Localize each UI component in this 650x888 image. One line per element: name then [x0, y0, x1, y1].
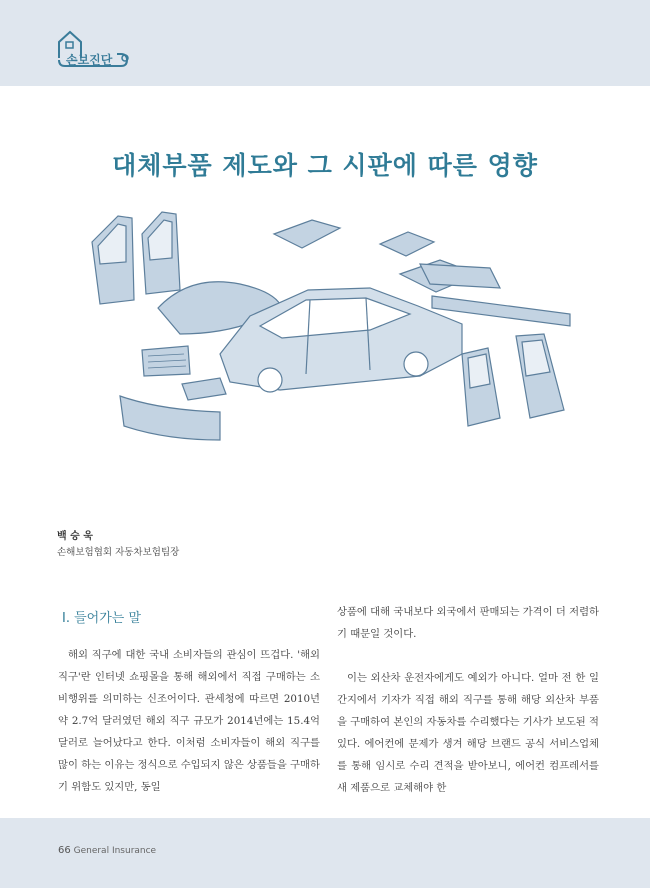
trunk-part [420, 264, 500, 288]
rear-glass-part [380, 232, 434, 256]
body-column-left [58, 644, 320, 798]
author-affiliation: 손해보험협회 자동차보험팀장 [57, 547, 180, 558]
car-parts-illustration [70, 204, 580, 452]
page-footer [58, 845, 156, 856]
paragraph: 해외 직구에 대한 국내 소비자들의 관심이 뜨겁다. '해외 직구'란 인터넷 쇼핑몰을 통해 해외에서 직접 구매하는 소비행위를 의미하는 신조어이다. 관세청에 따르면 2010년 약 2.7억 달러였던 해외 직구 규모가 2014년에는 15.4억 달러로 늘어났다고 한다. 이처럼 소비자들이 해외 직구를 많이 하는 이유는 정식으로 수입되지 않은 상품들을 구매하기 위함도 있지만, 동일 [58, 649, 320, 793]
paragraph: 상품에 대해 국내보다 외국에서 판매되는 가격이 더 저렴하기 때문일 것이다. [337, 606, 599, 640]
headlight-part [182, 378, 226, 400]
article-title: 대체부품 제도와 그 시판에 따른 영향 [112, 151, 538, 180]
publication-name: General Insurance [73, 846, 157, 856]
bumper-part [120, 396, 220, 440]
section-badge: 손보진단 [66, 53, 113, 67]
page-number: 66 [58, 845, 71, 856]
body-column-right [337, 601, 599, 799]
section-heading: Ⅰ. 들어가는 말 [62, 611, 142, 626]
windshield-part [274, 220, 340, 248]
author-name: 백 승 욱 [57, 531, 93, 542]
paragraph: 이는 외산차 운전자에게도 예외가 아니다. 얼마 전 한 일간지에서 기자가 직접 해외 직구를 통해 해당 외산차 부품을 구매하여 본인의 자동차를 수리했다는 기사가 보도된 적 있다. 에어컨에 문제가 생겨 해당 브랜드 공식 서비스업체를 통해 임시로 수리 견적을 받아보니, 에어컨 컴프레서를 새 제품으로 교체해야 한 [337, 672, 599, 794]
